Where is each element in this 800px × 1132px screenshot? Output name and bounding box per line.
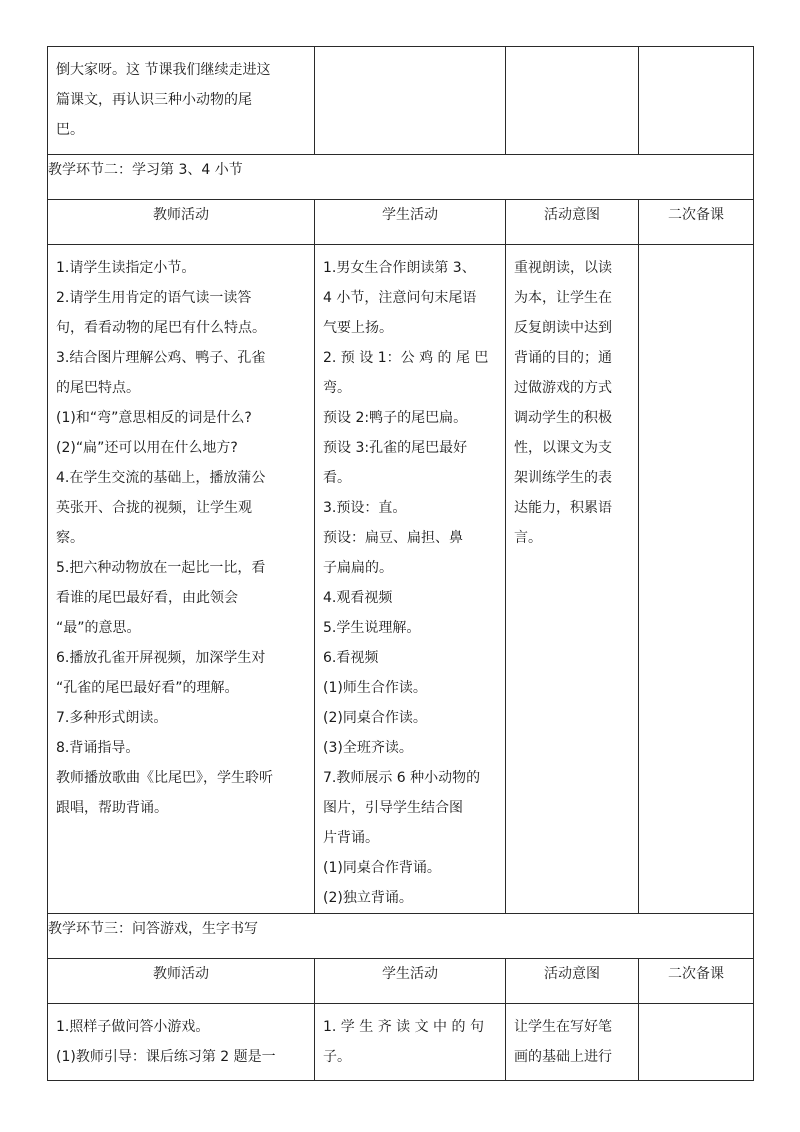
text-line: 气要上扬。 xyxy=(323,320,393,336)
section2-revision-cell xyxy=(639,245,754,914)
section3-content-row xyxy=(48,1004,754,1081)
section3-header-row xyxy=(48,959,754,1004)
text-line: 6.播放孔雀开屏视频，加深学生对 xyxy=(56,650,266,666)
text-line: 7.教师展示 6 种小动物的 xyxy=(323,770,481,786)
text-line: 调动学生的积极 xyxy=(514,410,612,426)
text-line: 1. 学 生 齐 读 文 中 的 句 xyxy=(323,1019,484,1035)
intro-intent-cell xyxy=(506,47,639,155)
text-line: 反复朗读中达到 xyxy=(514,320,612,336)
column-header-intent: 活动意图 xyxy=(506,959,639,1004)
text-line: 1.男女生合作朗读第 3、 xyxy=(323,260,476,276)
text-line: 察。 xyxy=(56,530,84,546)
text-line: 教师播放歌曲《比尾巴》，学生聆听 xyxy=(56,770,273,786)
text-line: 4.在学生交流的基础上，播放蒲公 xyxy=(56,470,266,486)
intro-row xyxy=(48,47,754,155)
text-line: 让学生在写好笔 xyxy=(514,1019,612,1035)
section2-content-row xyxy=(48,245,754,914)
column-header-student: 学生活动 xyxy=(315,200,506,245)
text-line: 看谁的尾巴最好看，由此领会 xyxy=(56,590,238,606)
text-line: 6.看视频 xyxy=(323,650,379,666)
text-line: 巴。 xyxy=(56,122,84,138)
text-line: 架训练学生的表 xyxy=(514,470,612,486)
text-line: 预设：扁豆、扁担、鼻 xyxy=(323,530,463,546)
column-header-teacher: 教师活动 xyxy=(48,200,315,245)
text-line: 句，看看动物的尾巴有什么特点。 xyxy=(56,320,266,336)
text-line: 1.照样子做问答小游戏。 xyxy=(56,1019,210,1035)
column-header-student: 学生活动 xyxy=(315,959,506,1004)
section2-teacher-cell xyxy=(48,245,314,823)
text-line: 过做游戏的方式 xyxy=(514,380,612,396)
text-line: 言。 xyxy=(514,530,542,546)
section3-revision-cell xyxy=(639,1004,754,1081)
section3-student-cell xyxy=(315,1004,505,1072)
text-line: 子。 xyxy=(323,1049,351,1065)
text-line: 篇课文，再认识三种小动物的尾 xyxy=(56,92,252,108)
text-line: 英张开、合拢的视频，让学生观 xyxy=(56,500,252,516)
text-line: (1)师生合作读。 xyxy=(323,680,427,696)
section3-intent-cell xyxy=(506,1004,638,1072)
text-line: 弯。 xyxy=(323,380,351,396)
text-line: 2. 预 设 1：公 鸡 的 尾 巴 xyxy=(323,350,489,366)
text-line: “最”的意思。 xyxy=(56,620,141,636)
text-line: 图片，引导学生结合图 xyxy=(323,800,463,816)
intro-revision-cell xyxy=(639,47,754,155)
text-line: 片背诵。 xyxy=(323,830,379,846)
text-line: 达能力，积累语 xyxy=(514,500,612,516)
text-line: 子扁扁的。 xyxy=(323,560,393,576)
text-line: 5.学生说理解。 xyxy=(323,620,421,636)
text-line: (1)同桌合作背诵。 xyxy=(323,860,441,876)
text-line: 性，以课文为支 xyxy=(514,440,612,456)
text-line: 为本，让学生在 xyxy=(514,290,612,306)
column-header-revision: 二次备课 xyxy=(639,959,754,1004)
text-line: (1)和“弯”意思相反的词是什么? xyxy=(56,410,252,426)
text-line: 1.请学生读指定小节。 xyxy=(56,260,196,276)
section-title: 教学环节二：学习第 3、4 小节 xyxy=(48,155,754,200)
text-line: 重视朗读，以读 xyxy=(514,260,612,276)
text-line: (1)教师引导：课后练习第 2 题是一 xyxy=(56,1049,276,1065)
text-line: 预设 3:孔雀的尾巴最好 xyxy=(323,440,468,456)
lesson-plan-table xyxy=(47,46,754,1081)
text-line: “孔雀的尾巴最好看”的理解。 xyxy=(56,680,239,696)
text-line: 的尾巴特点。 xyxy=(56,380,140,396)
section3-title-row xyxy=(48,914,754,959)
section2-header-row xyxy=(48,200,754,245)
text-line: 4.观看视频 xyxy=(323,590,393,606)
text-line: 倒大家呀。这 节课我们继续走进这 xyxy=(56,62,271,78)
text-line: 3.结合图片理解公鸡、鸭子、孔雀 xyxy=(56,350,266,366)
section2-student-cell xyxy=(315,245,505,913)
text-line: 7.多种形式朗读。 xyxy=(56,710,168,726)
section-title: 教学环节三：问答游戏，生字书写 xyxy=(48,914,754,959)
section3-teacher-cell xyxy=(48,1004,314,1072)
column-header-intent: 活动意图 xyxy=(506,200,639,245)
text-line: (3)全班齐读。 xyxy=(323,740,413,756)
text-line: 看。 xyxy=(323,470,351,486)
section2-intent-cell xyxy=(506,245,638,553)
text-line: 3.预设：直。 xyxy=(323,500,407,516)
intro-student-cell xyxy=(315,47,506,155)
text-line: 画的基础上进行 xyxy=(514,1049,612,1065)
text-line: 4 小节，注意问句末尾语 xyxy=(323,290,477,306)
text-line: (2)独立背诵。 xyxy=(323,890,413,906)
text-line: (2)“扁”还可以用在什么地方? xyxy=(56,440,238,456)
text-line: 2.请学生用肯定的语气读一读答 xyxy=(56,290,252,306)
column-header-revision: 二次备课 xyxy=(639,200,754,245)
section2-title-row xyxy=(48,155,754,200)
intro-teacher-cell xyxy=(48,47,314,145)
column-header-teacher: 教师活动 xyxy=(48,959,315,1004)
text-line: 背诵的目的；通 xyxy=(514,350,612,366)
text-line: 5.把六种动物放在一起比一比，看 xyxy=(56,560,266,576)
text-line: 预设 2:鸭子的尾巴扁。 xyxy=(323,410,468,426)
text-line: (2)同桌合作读。 xyxy=(323,710,427,726)
text-line: 跟唱，帮助背诵。 xyxy=(56,800,168,816)
text-line: 8.背诵指导。 xyxy=(56,740,140,756)
